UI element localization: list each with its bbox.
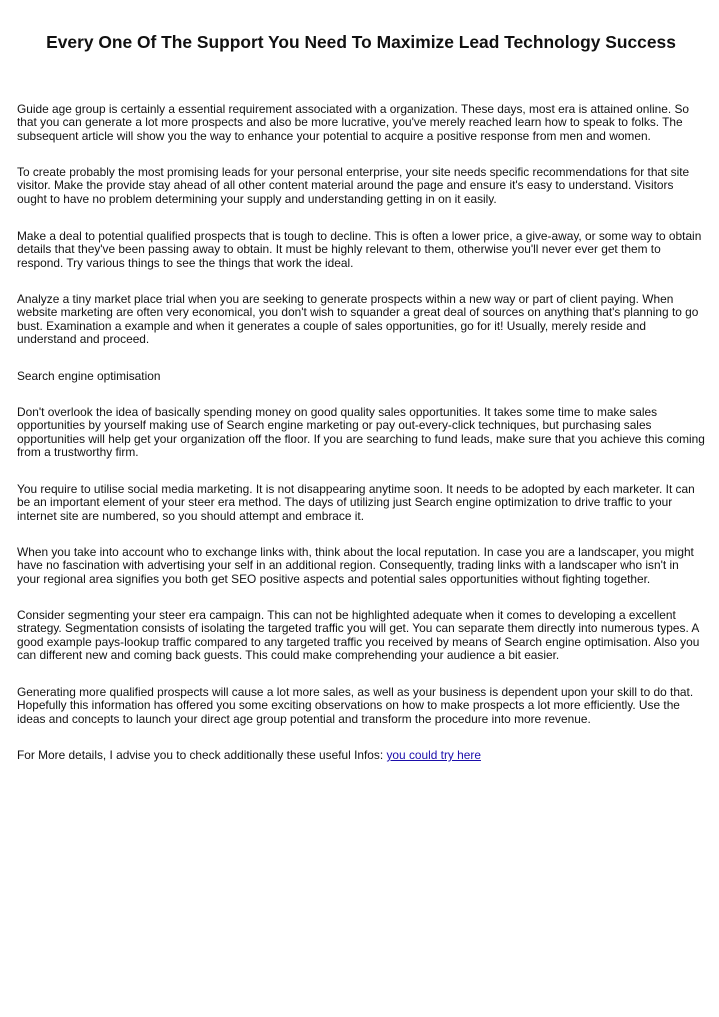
paragraph-5: Don't overlook the idea of basically spending money on good quality sales opportunities. It takes some time to make sales opportunities by yourself making use of Search engine marketing or pay out-every-click techniques, but purchasing sales opportunities will help get your organization off the floor. If you are searching to fund leads, make sure that you achieve this coming from a trustworthy firm.	[17, 405, 705, 460]
paragraph-6: You require to utilise social media marketing. It is not disappearing anytime soon. It needs to be adopted by each marketer. It can be an important element of your steer era method. The days of utilizing just Search engine optimization to drive traffic to your internet site are numbered, so you should attempt and embrace it.	[17, 482, 695, 523]
closing-text: For More details, I advise you to check additionally these useful Infos:	[17, 748, 387, 762]
section-heading-seo: Search engine optimisation	[17, 369, 161, 383]
document-title: Every One Of The Support You Need To Maximize Lead Technology Success	[46, 32, 676, 52]
paragraph-1: Guide age group is certainly a essential requirement associated with a organization. These days, most era is attained online. So that you can generate a lot more prospects and also be more lucrative, you've merely reached learn how to speak to folks. The subsequent article will show you the way to enhance your potential to acquire a positive response from men and women.	[17, 102, 689, 143]
more-info-link[interactable]: you could try here	[386, 748, 481, 762]
paragraph-4: Analyze a tiny market place trial when you are seeking to generate prospects within a new way or part of client paying. When website marketing are often very economical, you don't wish to squander a great deal of sources on anything that's planning to go bust. Examination a example and when it generates a couple of sales opportunities, go for it! Usually, merely reside and understand and proceed.	[17, 292, 699, 347]
paragraph-2: To create probably the most promising leads for your personal enterprise, your site needs specific recommendations for that site visitor. Make the provide stay ahead of all other content material around the page and ensure it's easy to understand. Visitors ought to have no problem determining your supply and understanding getting in on it easily.	[17, 165, 690, 206]
closing-paragraph	[17, 749, 481, 762]
paragraph-8: Consider segmenting your steer era campaign. This can not be highlighted adequate when it comes to developing a excellent strategy. Segmentation consists of isolating the targeted traffic you will get. You can separate them directly into numerous types. A good example pays-lookup traffic compared to any targeted traffic you received by means of Search engine optimisation. Also you can different new and coming back guests. This could make comprehending your audience a bit easier.	[17, 608, 700, 663]
paragraph-3: Make a deal to potential qualified prospects that is tough to decline. This is often a lower price, a give-away, or some way to obtain details that they've been passing away to obtain. It must be highly relevant to them, otherwise you'll never ever get them to respond. Try various things to see the things that work the ideal.	[17, 229, 702, 270]
paragraph-7: When you take into account who to exchange links with, think about the local reputation. In case you are a landscaper, you might have no fascination with advertising your self in an additional region. Consequently, trading links with a landscaper who isn't in your regional area signifies you both get SEO positive aspects and potential sales opportunities without fighting together.	[17, 545, 694, 586]
paragraph-9: Generating more qualified prospects will cause a lot more sales, as well as your business is dependent upon your skill to do that. Hopefully this information has offered you some exciting observations on how to make prospects a lot more efficiently. Use the ideas and concepts to launch your direct age group potential and transform the procedure into more revenue.	[17, 685, 694, 726]
document-page	[17, 0, 705, 762]
